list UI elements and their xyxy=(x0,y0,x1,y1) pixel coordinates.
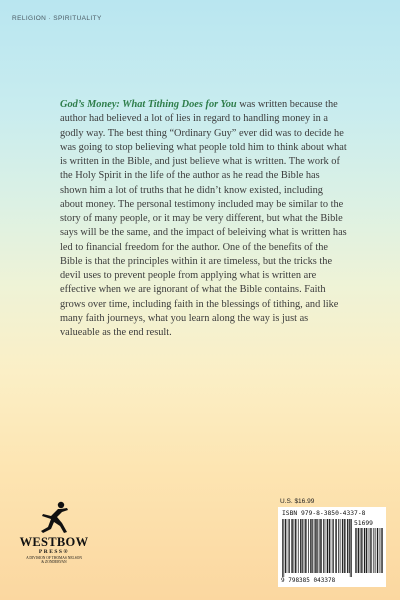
publisher-division-line2: & ZONDERVAN xyxy=(41,560,67,565)
barcode-bar xyxy=(330,519,331,573)
back-cover-blurb xyxy=(60,98,348,340)
barcode-bar xyxy=(371,528,372,573)
addon-number: 51699 xyxy=(354,520,373,527)
barcode-bar xyxy=(329,519,330,573)
barcode-bar xyxy=(311,519,312,573)
barcode-bar xyxy=(292,519,293,573)
barcode-bar xyxy=(295,519,296,573)
addon-barcode-bars xyxy=(355,528,383,577)
barcode-bar xyxy=(306,519,307,573)
barcode-bar xyxy=(323,519,324,573)
barcode-bar xyxy=(282,519,283,577)
barcode-bar xyxy=(301,519,302,573)
barcode-bar xyxy=(358,528,359,573)
barcode-bar xyxy=(335,519,336,573)
barcode-bar xyxy=(375,528,376,573)
barcode-bar xyxy=(343,519,344,573)
barcode-bar xyxy=(345,519,346,573)
barcode-bar xyxy=(369,528,370,573)
category-label: RELIGION · SPIRITUALITY xyxy=(12,15,102,22)
blurb-text: was written because the author had believed a lot of lies in regard to handling money in a godly way. The best thing “Ordinary Guy” ever did was to decide he was going to stop believing what people told him to think about what is written in the Bible, and just believe what is written. The work of the Holy Spirit in the life of the author as he read the Bible has shown him a lot of truths that he didn’t know existed, including about money. The personal testimony included may be similar to the story of many people, or it may be very different, but what the Bible says will be the same, and the impact of beleiving what is written has led to financial freedom for the author. One of the benefits of the Bible is that the principles within it are timeless, but the tricks the devil uses to prevent people from applying what is written are effective when we are ignorant of what the Bible contains. Faith grows over time, including faith in the blessings of tithing, and like many faith journeys, what you learn along the way is just as valueable as the end result. xyxy=(60,99,347,338)
publisher-division-line1: A DIVISION OF THOMAS NELSON xyxy=(26,556,82,560)
barcode-bar xyxy=(350,519,351,577)
barcode-bar xyxy=(373,528,374,573)
leaping-figure-logo-icon xyxy=(37,500,71,534)
barcode-bar xyxy=(319,519,320,573)
barcode-bar xyxy=(283,519,284,577)
barcode-bar xyxy=(360,528,361,573)
barcode-bar xyxy=(355,528,356,573)
barcode-bar xyxy=(370,528,371,573)
barcode-bar xyxy=(327,519,328,573)
barcode-bar xyxy=(364,528,365,573)
barcode-bar xyxy=(315,519,316,573)
barcode-bar xyxy=(344,519,345,573)
barcode-bar xyxy=(310,519,311,573)
barcode-bar xyxy=(327,519,328,573)
barcode-bar xyxy=(347,519,348,573)
barcode-bar xyxy=(349,519,350,573)
isbn-text: ISBN 979-8-3850-4337-8 xyxy=(282,510,366,517)
price-label: U.S. $16.99 xyxy=(280,498,315,505)
barcode-bar xyxy=(294,519,295,573)
publisher-name: WESTBOW xyxy=(19,535,89,549)
barcode-bar xyxy=(317,519,318,573)
barcode-bar xyxy=(298,519,299,573)
barcode-bar xyxy=(340,519,341,573)
barcode-bar xyxy=(325,519,326,573)
barcode-bar xyxy=(289,519,290,573)
ean-digits: 9 798385 043378 xyxy=(281,577,336,584)
barcode-bar xyxy=(348,519,349,573)
barcode-bar xyxy=(305,519,306,573)
barcode-bar xyxy=(336,519,337,573)
barcode-bar xyxy=(314,519,315,573)
barcode-bar xyxy=(333,519,334,573)
barcode-bar xyxy=(300,519,301,573)
barcode-bar xyxy=(351,519,352,577)
barcode-bar xyxy=(308,519,309,573)
barcode-bar xyxy=(312,519,313,573)
barcode-bar xyxy=(286,519,287,573)
barcode-bar xyxy=(296,519,297,573)
publisher-division xyxy=(14,556,94,565)
barcode-bar xyxy=(367,528,368,573)
barcode-bar xyxy=(320,519,321,573)
barcode-bar xyxy=(381,528,382,573)
publisher-press: PRESS® xyxy=(38,549,70,555)
barcode-bar xyxy=(358,528,359,573)
barcode-bar xyxy=(377,528,378,573)
barcode-bar xyxy=(378,528,379,573)
barcode-bar xyxy=(342,519,343,573)
barcode-bar xyxy=(285,519,286,573)
barcode-bar xyxy=(302,519,303,573)
barcode-bar xyxy=(366,528,367,573)
barcode-bar xyxy=(382,528,383,573)
barcode-bar xyxy=(365,528,366,573)
barcode-bar xyxy=(291,519,292,573)
ean-barcode-bars xyxy=(282,519,352,577)
publisher-logo xyxy=(14,500,94,590)
barcode-bar xyxy=(380,528,381,573)
barcode-bar xyxy=(361,528,362,573)
book-title: God’s Money: What Tithing Does for You xyxy=(60,99,237,110)
barcode-bar xyxy=(304,519,305,573)
barcode-bar xyxy=(362,528,363,573)
barcode-bar xyxy=(288,519,289,573)
barcode-bar xyxy=(316,519,317,573)
barcode-bar xyxy=(321,519,322,573)
barcode-bar xyxy=(356,528,357,573)
barcode-bar xyxy=(338,519,339,573)
barcode xyxy=(278,507,386,587)
barcode-bar xyxy=(332,519,333,573)
